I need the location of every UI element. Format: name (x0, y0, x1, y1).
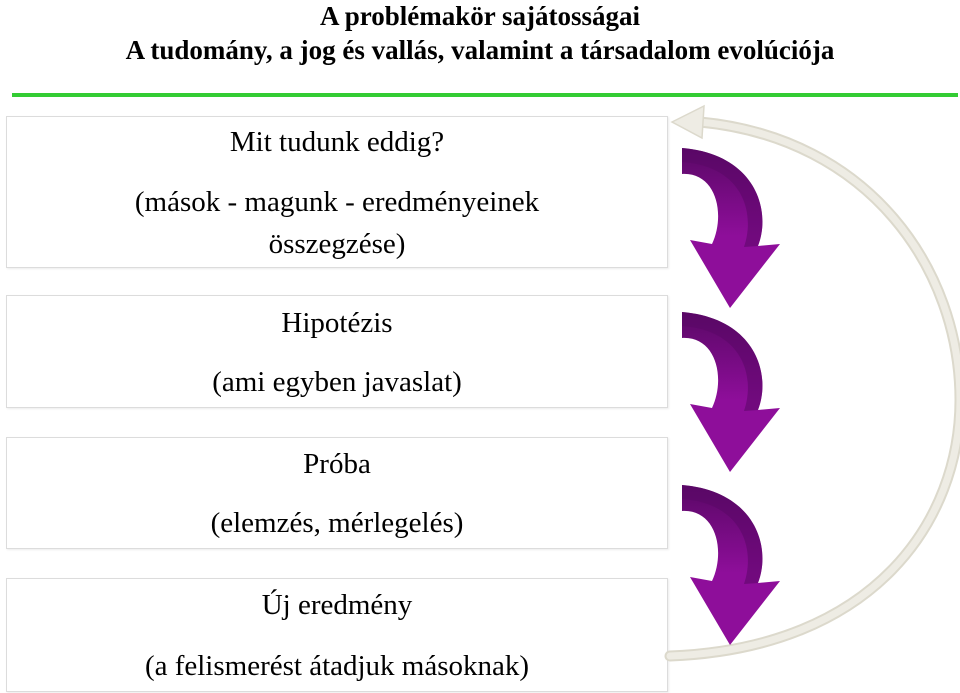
step-heading: Próba (303, 448, 371, 480)
step-detail-continued: összegzése) (268, 228, 406, 260)
page-title: A problémakör sajátosságai (319, 1, 641, 31)
process-flow-arrows (660, 100, 960, 693)
title-divider (12, 93, 958, 97)
step-heading: Új eredmény (261, 589, 413, 621)
step-box-hypothesis (6, 295, 668, 408)
curved-down-arrow-icon (682, 485, 780, 645)
step-heading: Mit tudunk eddig? (229, 126, 445, 158)
step-detail: (a felismerést átadjuk másoknak) (144, 650, 530, 682)
step-box-known (6, 116, 668, 268)
step-heading: Hipotézis (281, 307, 393, 339)
step-detail: (elemzés, mérlegelés) (210, 507, 464, 539)
curved-down-arrow-icon (682, 312, 780, 472)
step-box-new-result (6, 578, 668, 692)
step-detail: (ami egyben javaslat) (212, 366, 462, 398)
step-detail: (mások - magunk - eredményeinek (134, 186, 540, 218)
curved-down-arrow-icon (682, 148, 780, 308)
step-box-test (6, 437, 668, 549)
page-subtitle: A tudomány, a jog és vallás, valamint a társadalom evolúciója (125, 35, 835, 65)
